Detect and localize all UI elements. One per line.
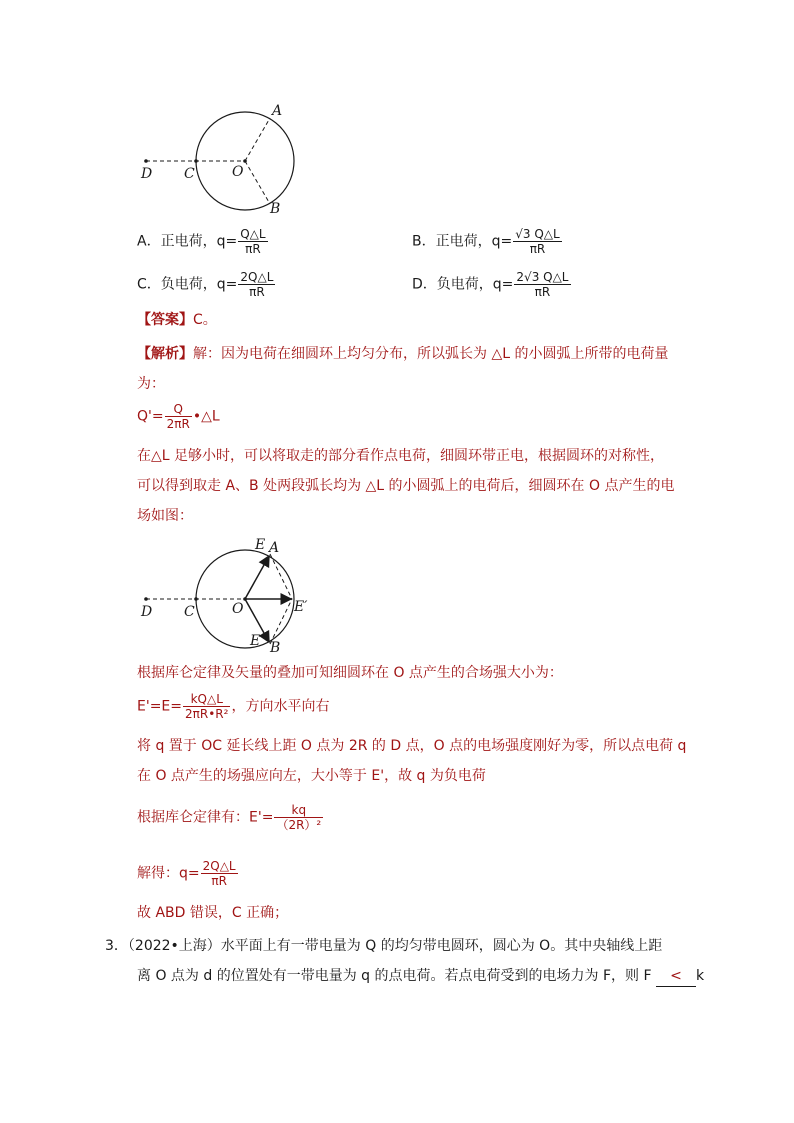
question-3-tail: k bbox=[695, 968, 705, 984]
question-3-line-1 bbox=[105, 936, 662, 956]
figure-ring-diagram-2 bbox=[130, 535, 330, 657]
eq1-fraction bbox=[165, 402, 192, 431]
arrow-e-top bbox=[245, 556, 269, 599]
eq1-numerator: Q bbox=[165, 402, 192, 417]
eq3-fraction bbox=[274, 803, 323, 832]
equation-4 bbox=[137, 859, 239, 888]
analysis-line-2: 为： bbox=[137, 376, 165, 392]
option-c-numerator: 2Q△L bbox=[240, 270, 274, 284]
answer-value: C。 bbox=[193, 312, 217, 328]
option-b-prefix: B．正电荷， bbox=[412, 233, 492, 250]
option-d-prefix: D．负电荷， bbox=[412, 276, 493, 293]
analysis-line-5: 场如图： bbox=[137, 508, 193, 524]
analysis-line-7: 将 q 置于 OC 延长线上距 O 点为 2R 的 D 点，O 点的电场强度刚好为零，所以点电荷 q bbox=[137, 738, 687, 754]
label-e-prime: E′ bbox=[294, 599, 308, 615]
option-c bbox=[137, 270, 276, 299]
label-o: O bbox=[232, 164, 244, 180]
answer-tag: 【答案】 bbox=[137, 312, 193, 328]
option-d-denominator: πR bbox=[534, 285, 551, 299]
point-d bbox=[144, 159, 148, 163]
option-b-fraction bbox=[513, 227, 561, 256]
label-d-2: D bbox=[141, 604, 153, 620]
question-3-line-2 bbox=[137, 966, 704, 987]
analysis-line-4: 可以得到取走 A、B 处两段弧长均为 △L 的小圆弧上的电荷后，细圆环在 O 点产生的电 bbox=[137, 478, 675, 494]
option-a-numerator: Q△L bbox=[240, 227, 266, 241]
option-a bbox=[137, 227, 269, 256]
equation-2 bbox=[137, 692, 329, 721]
eq3-denominator: （2R）² bbox=[276, 818, 322, 832]
label-o-2: O bbox=[232, 601, 244, 617]
option-c-q: q= bbox=[216, 276, 238, 293]
question-3-number: 3． bbox=[105, 938, 128, 954]
eq1-denominator: 2πR bbox=[166, 417, 190, 431]
analysis-line-1 bbox=[137, 344, 668, 364]
analysis-line-3: 在△L 足够小时，可以将取走的部分看作点电荷，细圆环带正电，根据圆环的对称性， bbox=[137, 448, 665, 464]
equation-1 bbox=[137, 402, 220, 431]
label-b-2: B bbox=[270, 640, 281, 656]
point-c bbox=[194, 159, 198, 163]
option-a-prefix: A．正电荷， bbox=[137, 233, 217, 250]
eq2-denominator: 2πR•R² bbox=[185, 707, 229, 721]
eq2-rhs: ，方向水平向右 bbox=[231, 698, 330, 715]
option-d-numerator: 2√3 Q△L bbox=[516, 270, 569, 284]
option-d-fraction bbox=[514, 270, 570, 299]
eq4-fraction bbox=[201, 859, 238, 888]
figure-ring-diagram-1 bbox=[130, 100, 310, 220]
label-b: B bbox=[270, 201, 281, 217]
point-o bbox=[243, 159, 247, 163]
option-c-fraction bbox=[238, 270, 275, 299]
option-c-prefix: C．负电荷， bbox=[137, 276, 217, 293]
option-b-numerator: √3 Q△L bbox=[515, 227, 560, 241]
label-c-2: C bbox=[184, 604, 195, 620]
eq4-lhs: 解得：q= bbox=[137, 865, 200, 882]
eq3-lhs: 根据库仑定律有：E'= bbox=[137, 809, 274, 826]
option-c-denominator: πR bbox=[249, 285, 265, 299]
eq4-denominator: πR bbox=[211, 874, 227, 888]
analysis-line-6: 根据库仑定律及矢量的叠加可知细圆环在 O 点产生的合场强大小为： bbox=[137, 665, 563, 681]
analysis-line-9: 故 ABD 错误，C 正确； bbox=[137, 905, 289, 921]
point-c-2 bbox=[194, 597, 198, 601]
eq2-numerator: kQ△L bbox=[183, 692, 230, 707]
question-3-text-1: （2022•上海）水平面上有一带电量为 Q 的均匀带电圆环，圆心为 O。其中央轴线上距 bbox=[127, 938, 663, 954]
eq1-rhs: •△L bbox=[192, 408, 220, 425]
label-e-bottom: E bbox=[250, 633, 261, 649]
option-b-q: q= bbox=[491, 233, 513, 250]
dashed-line-oa bbox=[245, 118, 270, 161]
point-d-2 bbox=[144, 597, 148, 601]
label-c: C bbox=[184, 166, 195, 182]
analysis-text-1: 解：因为电荷在细圆环上均匀分布，所以弧长为 △L 的小圆弧上所带的电荷量 bbox=[193, 346, 669, 362]
option-a-denominator: πR bbox=[245, 242, 261, 256]
equation-3 bbox=[137, 803, 324, 832]
label-a-2: A bbox=[269, 540, 280, 556]
analysis-tag: 【解析】 bbox=[137, 346, 193, 362]
eq2-lhs: E'=E= bbox=[137, 698, 183, 715]
eq1-lhs: Q'= bbox=[137, 408, 164, 425]
question-3-text-2: 离 O 点为 d 的位置处有一带电量为 q 的点电荷。若点电荷受到的电场力为 F，则 F bbox=[137, 968, 652, 984]
option-a-q: q= bbox=[216, 233, 238, 250]
point-o-2 bbox=[243, 597, 247, 601]
eq3-numerator: kq bbox=[274, 803, 323, 818]
label-a: A bbox=[272, 103, 283, 119]
option-d-q: q= bbox=[492, 276, 514, 293]
label-d: D bbox=[141, 166, 153, 182]
option-b bbox=[412, 227, 563, 256]
option-a-fraction bbox=[238, 227, 267, 256]
eq2-fraction bbox=[183, 692, 230, 721]
eq4-numerator: 2Q△L bbox=[202, 859, 236, 873]
option-b-denominator: πR bbox=[529, 242, 546, 256]
answer-blank: < bbox=[656, 966, 696, 987]
analysis-line-8: 在 O 点产生的场强应向左，大小等于 E'，故 q 为负电荷 bbox=[137, 768, 486, 784]
answer-line bbox=[137, 310, 217, 330]
option-d bbox=[412, 270, 572, 299]
label-e-top: E bbox=[255, 537, 266, 553]
dashed-line-ob bbox=[245, 161, 270, 204]
